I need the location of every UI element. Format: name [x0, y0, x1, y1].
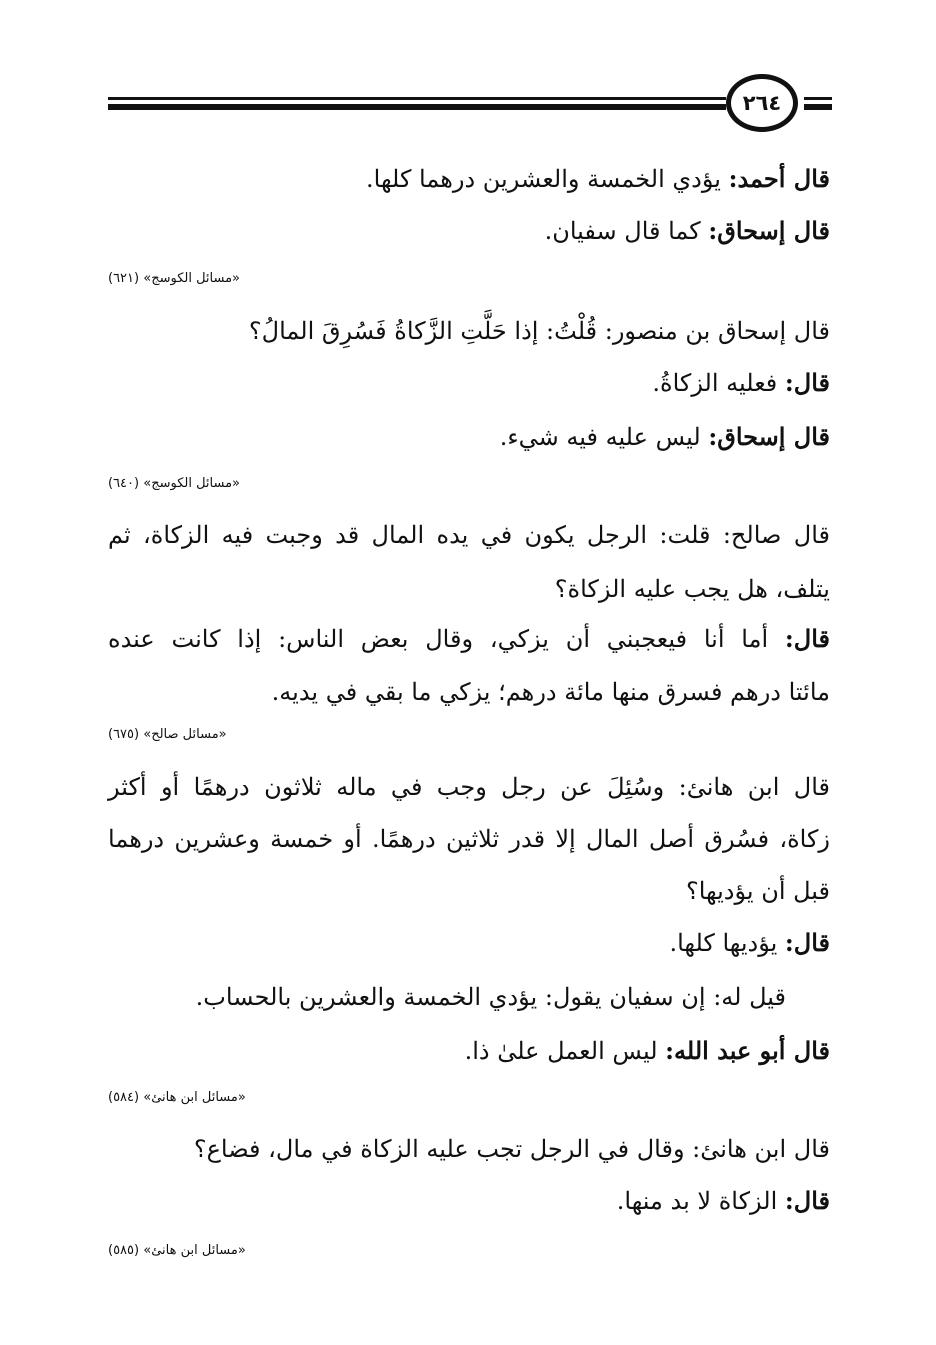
speaker-label: قال:	[784, 1186, 830, 1215]
line-text: أما أنا فيعجبني أن يزكي، وقال بعض الناس: إذا كانت عنده	[108, 625, 785, 653]
source-citation: «مسائل صالح» (٦٧٥)	[108, 727, 227, 742]
line-text: يؤدي الخمسة والعشرين درهما كلها.	[366, 165, 729, 193]
source-citation: «مسائل ابن هانئ» (٥٨٥)	[108, 1243, 246, 1258]
line-text: الزكاة لا بد منها.	[616, 1187, 785, 1215]
text-line: يتلف، هل يجب عليه الزكاة؟	[554, 575, 830, 603]
source-citation: «مسائل ابن هانئ» (٥٨٤)	[108, 1090, 246, 1105]
speaker-label: قال:	[784, 368, 830, 397]
source-citation: «مسائل الكوسج» (٦٢١)	[108, 271, 241, 286]
speaker-label: قال أبو عبد الله:	[665, 1036, 830, 1065]
line-text: كما قال سفيان.	[544, 217, 709, 245]
text-line: مائتا درهم فسرق منها مائة درهم؛ يزكي ما بقي في يديه.	[271, 678, 830, 706]
header-rule	[108, 104, 726, 110]
text-line: قال ابن هانئ: وقال في الرجل تجب عليه الزكاة في مال، فضاع؟	[193, 1135, 830, 1163]
text-line: قبل أن يؤديها؟	[686, 877, 830, 905]
text-line: قال إسحاق بن منصور: قُلْتُ: إذا حَلَّتِ الزَّكاةُ فَسُرِقَ المالُ؟	[248, 317, 830, 345]
text-line: زكاة، فسُرق أصل المال إلا قدر ثلاثين درهمًا. أو خمسة وعشرين درهما	[108, 825, 830, 853]
source-citation: «مسائل الكوسج» (٦٤٠)	[108, 476, 241, 491]
speaker-label: قال إسحاق:	[708, 216, 830, 245]
speaker-label: قال:	[784, 624, 830, 653]
line-text: ليس عليه فيه شيء.	[499, 423, 709, 451]
speaker-label: قال:	[784, 928, 830, 957]
header-rule	[108, 97, 726, 100]
speaker-label: قال أحمد:	[728, 164, 830, 193]
speaker-label: قال إسحاق:	[708, 422, 830, 451]
text-line	[652, 366, 830, 400]
text-line	[545, 214, 830, 248]
header-rule	[804, 97, 832, 100]
line-text: يؤديها كلها.	[669, 929, 785, 957]
text-line	[108, 622, 830, 656]
text-line	[465, 1034, 830, 1068]
text-line: قيل له: إن سفيان يقول: يؤدي الخمسة والعشرين بالحساب.	[195, 983, 786, 1011]
line-text: فعليه الزكاةُ.	[652, 369, 785, 397]
text-line: قال ابن هانئ: وسُئِلَ عن رجل وجب في ماله ثلاثون درهمًا أو أكثر	[108, 773, 830, 801]
text-line	[366, 162, 830, 196]
text-line	[617, 1184, 830, 1218]
text-line: قال صالح: قلت: الرجل يكون في يده المال قد وجبت فيه الزكاة، ثم	[108, 521, 830, 549]
text-line	[669, 926, 830, 960]
header-rule	[804, 104, 832, 110]
text-line	[500, 420, 830, 454]
page-number: ٢٦٤	[726, 74, 798, 132]
line-text: ليس العمل علىٰ ذا.	[464, 1037, 666, 1065]
